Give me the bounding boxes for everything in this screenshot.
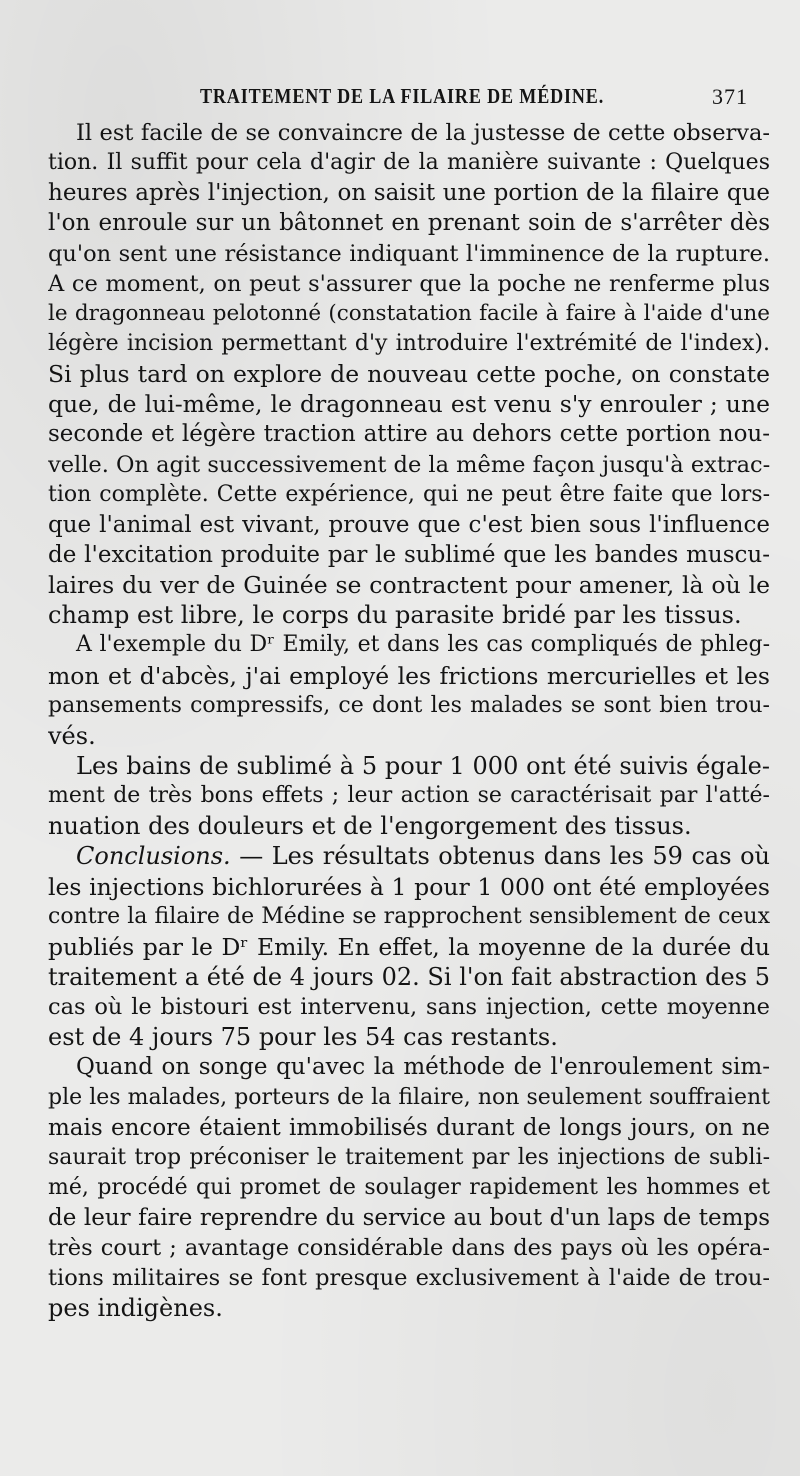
text-line: seconde et légère traction attire au dehors cette portion nou- <box>48 421 770 448</box>
conclusions-text: — Les résultats obtenus dans les 59 cas où <box>239 842 770 871</box>
text-line: tions militaires se font presque exclusivement à l'aide de trou- <box>48 1265 770 1292</box>
text-line: cas où le bistouri est intervenu, sans injection, cette moyenne <box>48 994 770 1021</box>
text-line: champ est libre, le corps du parasite bridé par les tissus. <box>48 601 742 630</box>
text-line: légère incision permettant d'y introduire l'extrémité de l'index). <box>48 330 770 356</box>
text-line: ment de très bons effets ; leur action se caractérisait par l'atté- <box>48 783 770 809</box>
text-line: les injections bichlorurées à 1 pour 1 000 ont été employées <box>48 872 770 901</box>
conclusions-line <box>48 841 770 871</box>
text-line: tion. Il suffit pour cela d'agir de la manière suivante : Quelques <box>48 150 770 176</box>
text-line: publiés par le Dʳ Emily. En effet, la moyenne de la durée du <box>48 932 770 961</box>
text-line: le dragonneau pelotonné (constatation facile à faire à l'aide d'une <box>48 300 770 326</box>
text-line: mon et d'abcès, j'ai employé les frictions mercurielles et les <box>48 661 770 690</box>
text-line: vés. <box>48 721 96 750</box>
text-line: mé, procédé qui promet de soulager rapidement les hommes et <box>48 1174 770 1200</box>
text-line: A l'exemple du Dʳ Emily, et dans les cas compliqués de phleg- <box>76 632 770 658</box>
text-line: de leur faire reprendre du service au bout d'un laps de temps <box>48 1205 770 1232</box>
text-line: pansements compressifs, ce dont les malades se sont bien trou- <box>48 692 770 718</box>
page-number: 371 <box>712 84 748 109</box>
text-line: laires du ver de Guinée se contractent pour amener, là où le <box>48 571 770 600</box>
text-line: nuation des douleurs et de l'engorgement des tissus. <box>48 812 692 841</box>
text-line: ple les malades, porteurs de la filaire, non seulement souffraient <box>48 1084 770 1110</box>
running-title: TRAITEMENT DE LA FILAIRE DE MÉDINE. <box>200 84 605 108</box>
text-line: Si plus tard on explore de nouveau cette poche, on constate <box>48 360 770 389</box>
text-line: tion complète. Cette expérience, qui ne peut être faite que lors- <box>48 481 770 507</box>
text-line: mais encore étaient immobilisés durant de longs jours, on ne <box>48 1114 770 1141</box>
text-line: contre la filaire de Médine se rapprochent sensiblement de ceux <box>48 903 770 929</box>
text-line: saurait trop préconiser le traitement par les injections de subli- <box>48 1144 770 1170</box>
text-line: velle. On agit successivement de la même façon jusqu'à extrac- <box>48 451 770 478</box>
running-header <box>200 84 748 114</box>
text-line: traitement a été de 4 jours 02. Si l'on fait abstraction des 5 <box>48 962 770 991</box>
text-line: de l'excitation produite par le sublimé que les bandes muscu- <box>48 541 770 568</box>
text-line: heures après l'injection, on saisit une portion de la filaire que <box>48 180 770 207</box>
text-line: très court ; avantage considérable dans des pays où les opéra- <box>48 1235 770 1262</box>
text-line: que l'animal est vivant, prouve que c'est bien sous l'influence <box>48 511 770 538</box>
text-line: que, de lui-même, le dragonneau est venu s'y enrouler ; une <box>48 390 770 419</box>
body-text <box>48 118 770 1324</box>
text-line: l'on enroule sur un bâtonnet en prenant soin de s'arrêter dès <box>48 210 770 237</box>
conclusions-label: Conclusions. <box>76 842 231 871</box>
text-line: Les bains de sublimé à 5 pour 1 000 ont été suivis égale- <box>76 751 770 780</box>
text-line: est de 4 jours 75 pour les 54 cas restants. <box>48 1023 558 1052</box>
text-line: A ce moment, on peut s'assurer que la poche ne renferme plus <box>48 270 770 297</box>
text-line: Il est facile de se convaincre de la justesse de cette observa- <box>76 120 770 146</box>
text-line: qu'on sent une résistance indiquant l'imminence de la rupture. <box>48 240 770 267</box>
text-line: pes indigènes. <box>48 1294 223 1323</box>
text-line: Quand on songe qu'avec la méthode de l'enroulement sim- <box>76 1054 770 1081</box>
